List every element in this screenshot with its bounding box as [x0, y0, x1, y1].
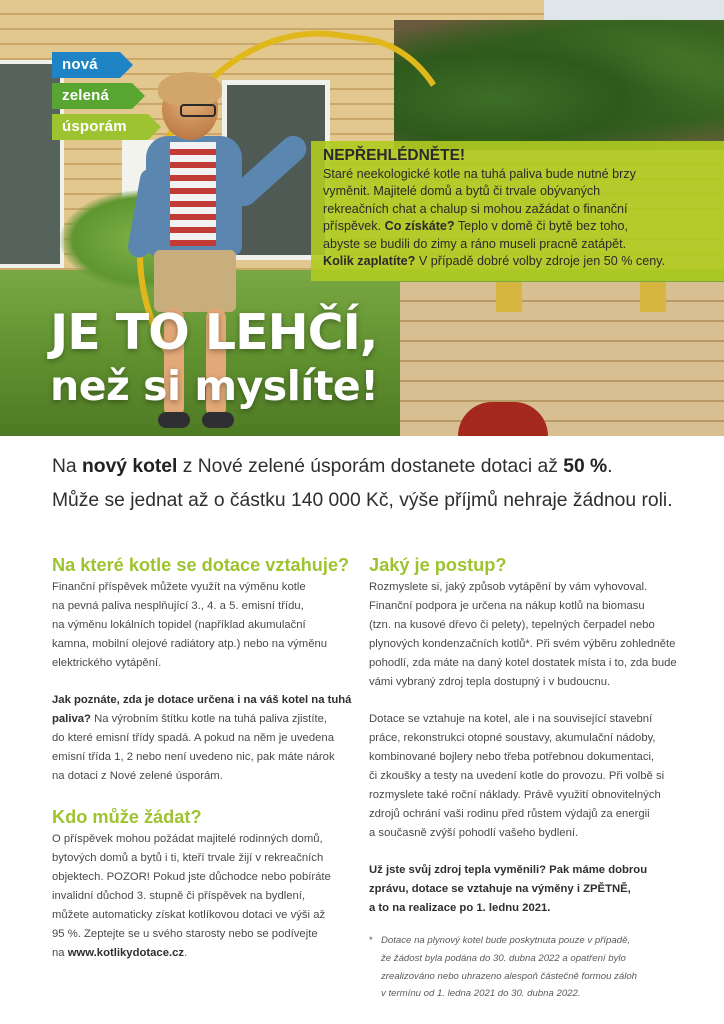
text-line: či zkoušky a testy na uvedení kotle do provozu. Při volbě si — [369, 770, 665, 782]
notice-line — [323, 218, 714, 235]
notice-line: Staré neekologické kotle na tuhá paliva bude nutné brzy — [323, 167, 636, 181]
intro-line1 — [52, 450, 712, 484]
logo-ribbon-zelena — [52, 83, 132, 109]
intro — [52, 450, 712, 518]
text-line: kombinované bojlery nebo třeba potřebnou dokumentaci, — [369, 751, 655, 763]
text-line: bytových domů a bytů i ti, kteří trvale žijí v rekreačních — [52, 852, 324, 864]
text-line: invalidní důchod 3. stupně či příspěvek na bydlení, — [52, 890, 306, 902]
logo-text: zelená — [62, 87, 110, 104]
text-line: na dotaci z Nové zelené úsporám. — [52, 770, 223, 782]
intro-text: . — [607, 456, 613, 477]
logo-ribbon-usporam — [52, 114, 148, 140]
notice-line: abyste se budili do zimy a ráno museli pracně zatápět. — [323, 236, 627, 251]
section-heading-which-boilers: Na které kotle se dotace vztahuje? — [52, 555, 350, 575]
paragraph-bold — [369, 861, 687, 918]
text-line: vámi vybraný zdroj tepla dostupný i v budoucnu. — [369, 676, 611, 688]
question-text: Jak poznáte, zda je dotace určena i na váš kotel na tuhá — [52, 694, 352, 706]
child-shoe — [158, 412, 190, 428]
text-line: a současně zvýší pohodlí vašeho bydlení. — [369, 827, 579, 839]
notice-line: rekreačních chat a chalup si mohou zažádat o finanční — [323, 201, 628, 216]
text-line: . — [184, 947, 188, 959]
text-line: zprávu, dotace se vztahuje na výměny i ZPĚTNĚ, — [369, 883, 631, 895]
glasses-icon — [180, 104, 216, 117]
hero-photo — [0, 0, 724, 436]
footnote — [369, 932, 687, 1003]
planter-post — [496, 282, 522, 312]
paragraph — [52, 578, 352, 673]
logo-ribbon-nova — [52, 52, 120, 78]
section-heading-procedure: Jaký je postup? — [369, 555, 507, 575]
text-line: emisní třída 1, 2 nebo není uvedeno nic, pak máte nárok — [52, 751, 335, 763]
text-line: Už jste svůj zdroj tepla vyměnili? Pak máme dobrou — [369, 864, 648, 876]
text-line: plynových kondenzačních kotlů*. Při svém výběru zohledněte — [369, 638, 676, 650]
footnote-line: v termínu od 1. ledna 2021 do 30. dubna 2022. — [381, 988, 581, 1000]
child-hair — [158, 72, 222, 106]
paragraph — [369, 710, 687, 843]
section-heading-who-can-apply: Kdo může žádat? — [52, 807, 202, 827]
footnote-line: že žádost byla podána do 30. dubna 2022 a opatření bylo — [381, 952, 626, 964]
text-line: objektech. POZOR! Pokud jste důchodce nebo pobíráte — [52, 871, 331, 883]
notice-line — [323, 253, 714, 270]
text-line: můžete automaticky získat kotlíkovou dotaci ve výši až — [52, 909, 326, 921]
left-column — [52, 554, 352, 963]
logo-text: úsporám — [62, 118, 127, 135]
headline-line2: než si myslíte! — [50, 362, 379, 410]
footnote-asterisk: * — [369, 935, 373, 946]
intro-emphasis: nový kotel — [82, 456, 178, 477]
text-line: Finanční podpora je určena na nákup kotlů na biomasu — [369, 600, 645, 612]
intro-text: Na — [52, 456, 83, 477]
text-line: kamna, mobilní olejové radiátory atp.) nebo na výměnu — [52, 638, 328, 650]
notice-box — [311, 141, 724, 281]
footnote-line: zrealizováno nebo uhrazeno alespoň částečně formou záloh — [381, 970, 638, 982]
text-line: na výměnu lokálních topidel (například akumulační — [52, 619, 306, 631]
text-line: pohodlí, zda máte na daný kotel dostatek místa i to, zda bude — [369, 657, 677, 669]
child-tshirt — [170, 142, 216, 246]
text-line: Na výrobním štítku kotle na tuhá paliva zjistíte, — [90, 713, 328, 725]
text-line: na pevná paliva nesplňující 3., 4. a 5. emisní třídu, — [52, 600, 304, 612]
notice-text: Teplo v domě či bytě bez toho, — [454, 219, 628, 234]
text-line: a to na realizace po 1. lednu 2021. — [369, 902, 551, 914]
notice-question: Kolik zaplatíte? — [323, 254, 416, 269]
text-line: zdrojů ochrání vaši rodinu před růstem výdajů za energii — [369, 808, 650, 820]
intro-emphasis: 50 % — [563, 456, 608, 477]
footnote-line: Dotace na plynový kotel bude poskytnuta pouze v případě, — [381, 935, 631, 946]
paragraph — [52, 830, 352, 963]
text-line: do které emisní třídy spadá. A pokud na něm je uvedena — [52, 732, 334, 744]
text-line: O příspěvek mohou požádat majitelé rodinných domů, — [52, 833, 323, 845]
notice-line: vyměnit. Majitelé domů a bytů či trvale obývaných — [323, 184, 601, 199]
text-line: Rozmyslete si, jaký způsob vytápění by vám vyhovoval. — [369, 581, 648, 593]
text-line: práce, rekonstrukci otopné soustavy, akumulační nádoby, — [369, 732, 656, 744]
notice-title: NEPŘEHLÉDNĚTE! — [323, 147, 466, 164]
text-line: Dotace se vztahuje na kotel, ale i na související stavební — [369, 713, 653, 725]
right-column — [369, 554, 687, 1003]
intro-line2: Může se jednat až o částku 140 000 Kč, výše příjmů nehraje žádnou roli. — [52, 490, 673, 511]
logo-text: nová — [62, 56, 98, 73]
website-link[interactable]: www.kotlikydotace.cz — [67, 947, 185, 959]
child-shorts — [154, 250, 236, 312]
text-line: na — [52, 947, 68, 959]
text-line: (tzn. na kusové dřevo či pelety), tepelných čerpadel nebo — [369, 619, 655, 631]
text-line: Finanční příspěvek můžete využít na výměnu kotle — [52, 581, 306, 593]
notice-question: Co získáte? — [384, 219, 455, 234]
headline-line1: JE TO LEHČÍ, — [50, 304, 378, 361]
headline — [50, 306, 378, 412]
notice-text: příspěvek. — [323, 219, 385, 234]
question-text: paliva? — [52, 713, 91, 725]
text-line: rozmyslete také roční náklady. Právě využití obnovitelných — [369, 789, 661, 801]
paragraph — [369, 578, 687, 692]
wooden-planter — [400, 282, 724, 436]
text-line: 95 %. Zeptejte se u svého starosty nebo se podívejte — [52, 928, 318, 940]
paragraph — [52, 691, 352, 786]
child-shoe — [202, 412, 234, 428]
intro-text: z Nové zelené úsporám dostanete dotaci až — [177, 456, 564, 477]
text-line: elektrického vytápění. — [52, 657, 162, 669]
planter-post — [640, 282, 666, 312]
notice-text: V případě dobré volby zdroje jen 50 % ceny. — [415, 254, 666, 269]
